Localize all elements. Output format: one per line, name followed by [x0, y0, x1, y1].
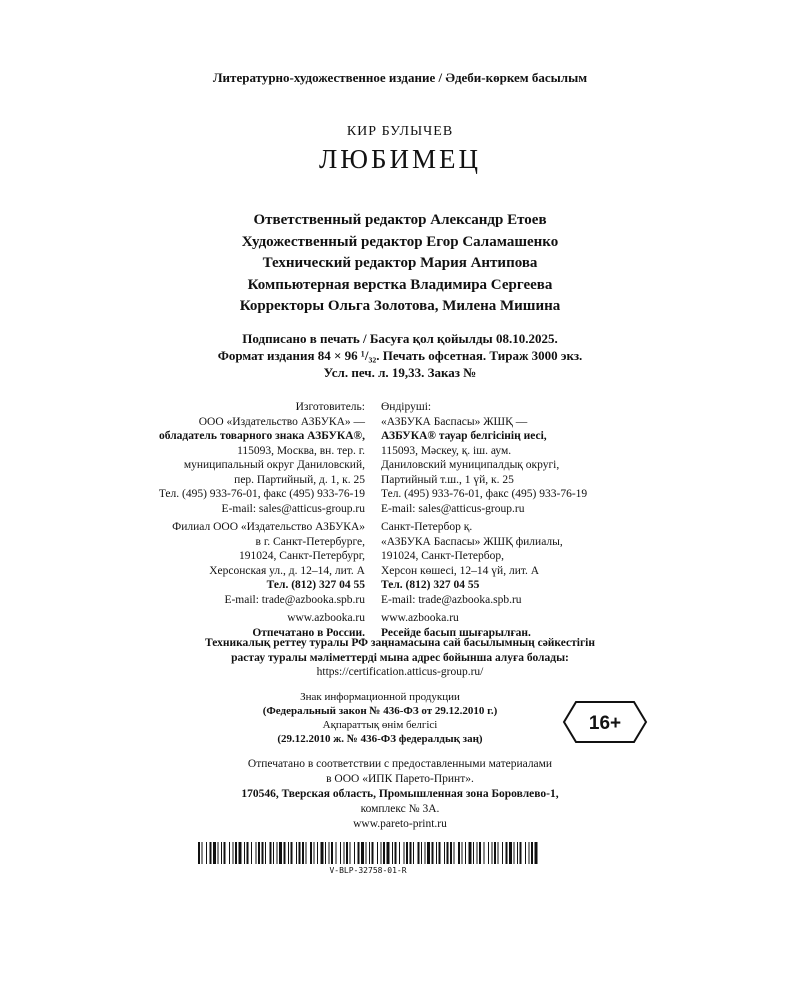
info-line: 191024, Санкт-Петербург, — [239, 550, 365, 562]
barcode-bar — [492, 842, 493, 864]
info-line: АЗБУКА® тауар белгісінің иесі, — [381, 430, 547, 442]
info-line: Техникалық реттеу туралы РФ заңнамасына сай басылымның сәйкестігін — [204, 637, 596, 649]
barcode-bar — [479, 842, 481, 864]
barcode-bar — [244, 842, 245, 864]
barcode-bar — [331, 842, 333, 864]
manufacturer-section — [60, 400, 750, 516]
print-line: Подписано в печать / Басуға қол қойылды 08.10.2025. — [242, 331, 558, 346]
barcode-bar — [484, 842, 485, 864]
manufacturer-kz — [375, 400, 750, 516]
barcode-bar — [418, 842, 420, 864]
barcode-bar — [262, 842, 264, 864]
barcode-bar — [477, 842, 478, 864]
print-line: Усл. печ. л. 19,33. Заказ № — [323, 365, 477, 380]
barcode-bar — [372, 842, 374, 864]
barcode-bar — [299, 842, 301, 864]
info-line: Ақпараттық өнім белгісі — [322, 719, 438, 731]
barcode-bar — [344, 842, 345, 864]
certification-info — [0, 636, 800, 680]
information-product-sign — [200, 690, 560, 746]
barcode-bar — [206, 842, 207, 864]
barcode-bar — [329, 842, 330, 864]
barcode-bar — [273, 842, 274, 864]
barcode-bar — [369, 842, 370, 864]
publisher-info — [60, 400, 750, 640]
barcode-bar — [288, 842, 289, 864]
barcode-bar — [458, 842, 460, 864]
info-line: Тел. (812) 327 04 55 — [266, 579, 365, 591]
info-line: комплекс № 3А. — [360, 803, 440, 815]
barcode-bar — [395, 842, 397, 864]
barcode-bar — [277, 842, 278, 864]
info-line: растау туралы мәліметтерді мына адрес бойынша алуға болады: — [231, 651, 569, 664]
barcode-bar — [354, 842, 355, 864]
barcode-bar — [302, 842, 304, 864]
barcode-bar — [520, 842, 522, 864]
barcode-bar — [447, 842, 449, 864]
info-line: E-mail: trade@azbooka.spb.ru — [224, 593, 365, 606]
barcode-bar — [265, 842, 266, 864]
barcode-bar — [450, 842, 452, 864]
manufacturer-ru — [60, 400, 375, 516]
barcode-bar — [387, 842, 390, 864]
info-line: «АЗБУКА Баспасы» ЖШҚ — — [381, 415, 528, 428]
barcode-bar — [421, 842, 422, 864]
info-line: Өндіруші: — [381, 401, 432, 413]
branch-ru — [60, 520, 375, 607]
info-line: 170546, Тверская область, Промышленная зона Боровлево-1, — [241, 788, 559, 800]
info-line: Даниловский муниципалдық округі, — [381, 459, 560, 471]
age-rating-label: 16+ — [588, 713, 622, 734]
barcode-bar — [383, 842, 385, 864]
info-line: Тел. (495) 933-76-01, факс (495) 933-76-19 — [158, 488, 365, 500]
barcode-bar — [346, 842, 348, 864]
barcode-bar — [361, 842, 364, 864]
info-line: Санкт-Петербор қ. — [381, 521, 473, 533]
info-line: Тел. (495) 933-76-01, факс (495) 933-76-19 — [381, 488, 588, 500]
barcode-bar — [517, 842, 518, 864]
barcode-bar — [427, 842, 430, 864]
info-line: Знак информационной продукции — [300, 691, 460, 703]
edition-type-header: Литературно-художественное издание / Әдеби-көркем басылым — [212, 70, 588, 85]
barcode-bar — [531, 842, 533, 864]
barcode-bar — [198, 842, 200, 864]
barcode-bar — [218, 842, 219, 864]
barcode-bar — [399, 842, 400, 864]
barcode-bar — [392, 842, 393, 864]
barcode-bar — [284, 842, 286, 864]
info-line: E-mail: sales@atticus-group.ru — [381, 502, 525, 515]
barcode-bar — [321, 842, 324, 864]
barcode-bar — [413, 842, 414, 864]
barcode-bar — [306, 842, 307, 864]
barcode-bar — [502, 842, 503, 864]
info-line: Ресейде басып шығарылған. — [381, 626, 531, 639]
barcode-bar — [317, 842, 318, 864]
info-line: Тел. (812) 327 04 55 — [381, 579, 480, 591]
info-line: в ООО «ИПК Парето-Принт». — [326, 773, 474, 785]
print-line: Формат издания 84 × 96 ¹/₃₂. Печать офсетная. Тираж 3000 экз. — [217, 348, 583, 363]
barcode-bar — [494, 842, 496, 864]
website-link: www.azbooka.ru — [287, 612, 365, 624]
info-line: 115093, Мәскеу, қ. іш. аум. — [381, 444, 512, 457]
barcode-bar — [525, 842, 526, 864]
barcode — [198, 842, 538, 864]
age-rating-badge — [562, 700, 648, 744]
barcode-bar — [235, 842, 237, 864]
barcode-bar — [444, 842, 445, 864]
barcode-bar — [340, 842, 341, 864]
barcode-bar — [258, 842, 260, 864]
credit-line: Компьютерная верстка Владимира Сергеева — [247, 276, 553, 293]
barcode-bar — [377, 842, 378, 864]
info-line: Херсон көшесі, 12–14 үй, лит. А — [381, 564, 540, 577]
credits-block — [0, 210, 800, 318]
barcode-bar — [224, 842, 226, 864]
barcode-bar — [404, 842, 405, 864]
barcode-bar — [514, 842, 515, 864]
barcode-bar — [454, 842, 455, 864]
barcode-bar — [336, 842, 337, 864]
barcode-bar — [270, 842, 272, 864]
barcode-bar — [506, 842, 508, 864]
barcode-bar — [202, 842, 203, 864]
info-line: 191024, Санкт-Петербор, — [381, 550, 504, 562]
info-line: Херсонская ул., д. 12–14, лит. А — [209, 564, 365, 577]
info-line: (29.12.2010 ж. № 436-ФЗ федералдық заң) — [277, 733, 483, 745]
credit-line: Художественный редактор Егор Саламашенко — [241, 233, 559, 250]
barcode-bar — [296, 842, 297, 864]
barcode-bar — [229, 842, 230, 864]
credit-line: Технический редактор Мария Антипова — [262, 255, 538, 271]
certification-url: https://certification.atticus-group.ru/ — [316, 666, 484, 678]
barcode-bar — [509, 842, 512, 864]
website-link: www.pareto-print.ru — [353, 818, 447, 830]
info-line: муниципальный округ Даниловский, — [183, 459, 365, 471]
info-line: ООО «Издательство АЗБУКА» — — [198, 415, 365, 428]
barcode-bar — [410, 842, 412, 864]
info-line: пер. Партийный, д. 1, к. 25 — [234, 473, 365, 486]
barcode-bar — [432, 842, 434, 864]
barcode-bar — [314, 842, 315, 864]
barcode-bar — [279, 842, 282, 864]
info-line: Филиал ООО «Издательство АЗБУКА» — [172, 521, 365, 533]
barcode-bar — [465, 842, 466, 864]
info-line: «АЗБУКА Баспасы» ЖШҚ филиалы, — [381, 535, 563, 548]
print-info — [0, 330, 800, 381]
barcode-bar — [439, 842, 441, 864]
barcode-bar — [213, 842, 216, 864]
info-line: Изготовитель: — [295, 401, 365, 413]
barcode-bar — [535, 842, 538, 864]
barcode-bar — [358, 842, 360, 864]
info-line: обладатель товарного знака АЗБУКА®, — [158, 430, 365, 442]
barcode-bar — [210, 842, 212, 864]
info-line: Партийный т.ш., 1 үй, к. 25 — [381, 473, 514, 486]
barcode-bar — [381, 842, 382, 864]
barcode-bar — [473, 842, 474, 864]
barcode-bar — [529, 842, 530, 864]
printer-info — [0, 757, 800, 832]
barcode-bar — [221, 842, 222, 864]
barcode-bar — [310, 842, 312, 864]
info-line: 115093, Москва, вн. тер. г. — [237, 444, 365, 457]
info-line: (Федеральный закон № 436-ФЗ от 29.12.2010 г.) — [262, 705, 498, 717]
info-line: Отпечатано в соответствии с предоставленными материалами — [247, 758, 553, 770]
barcode-bar — [488, 842, 489, 864]
info-line: Отпечатано в России. — [252, 626, 365, 639]
barcode-bar — [462, 842, 463, 864]
barcode-bar — [425, 842, 426, 864]
barcode-bar — [256, 842, 257, 864]
barcode-bar — [498, 842, 499, 864]
barcode-bar — [325, 842, 326, 864]
website-link: www.azbooka.ru — [381, 612, 459, 624]
credit-line: Ответственный редактор Александр Етоев — [253, 212, 547, 228]
barcode-bar — [239, 842, 242, 864]
barcode-bar — [291, 842, 293, 864]
info-line: E-mail: trade@azbooka.spb.ru — [381, 593, 522, 606]
credit-line: Корректоры Ольга Золотова, Милена Мишина — [239, 298, 561, 314]
book-title: ЛЮБИМЕЦ — [318, 144, 482, 174]
barcode-bar — [469, 842, 472, 864]
barcode-bar — [247, 842, 249, 864]
barcode-bar — [350, 842, 351, 864]
barcode-bar — [233, 842, 234, 864]
info-line: в г. Санкт-Петербурге, — [255, 535, 365, 548]
branch-section — [60, 520, 750, 607]
author-name: КИР БУЛЫЧЕВ — [346, 124, 454, 139]
barcode-bar — [366, 842, 367, 864]
barcode-number: V-BLP-32758-01-R — [329, 866, 407, 875]
branch-kz — [375, 520, 750, 607]
barcode-bar — [436, 842, 437, 864]
barcode-bar — [406, 842, 408, 864]
info-line: E-mail: sales@atticus-group.ru — [221, 502, 365, 515]
barcode-bar — [251, 842, 252, 864]
